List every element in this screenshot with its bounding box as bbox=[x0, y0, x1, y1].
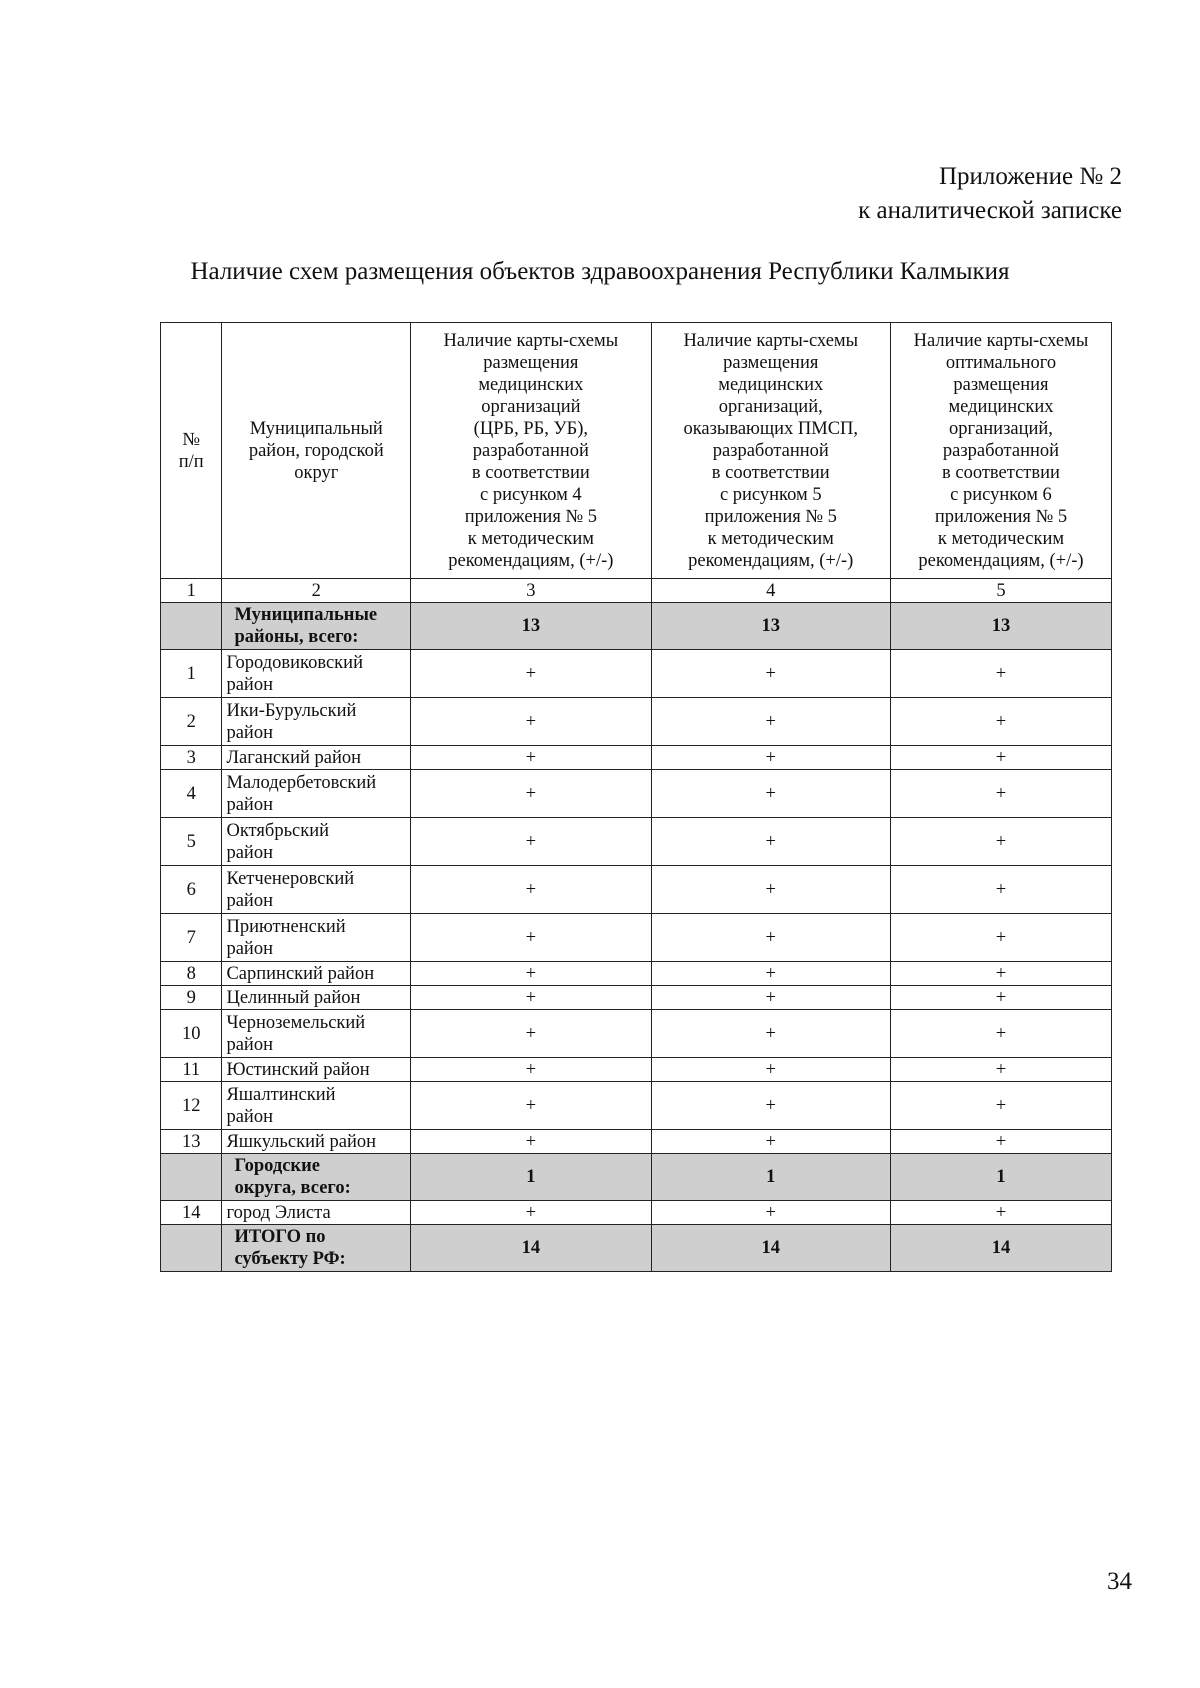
column-number: 2 bbox=[222, 579, 411, 603]
map-availability-cell: 1 bbox=[411, 1154, 651, 1201]
district-name: Ики-Бурульский район bbox=[222, 698, 411, 746]
group-total-row bbox=[161, 1154, 1112, 1201]
map-availability-cell: + bbox=[651, 1130, 890, 1154]
header-map-pmsp: Наличие карты-схемы размещения медицинских организаций, оказывающих ПМСП, разработанной в соответствии с рисунком 5 приложения № 5 к методическим рекомендациям, (+/-) bbox=[651, 323, 890, 579]
map-availability-cell: + bbox=[890, 1201, 1111, 1225]
header-map-optimal: Наличие карты-схемы оптимального размещения медицинских организаций, разработанной в соответствии с рисунком 6 приложения № 5 к методическим рекомендациям, (+/-) bbox=[890, 323, 1111, 579]
map-availability-cell: + bbox=[411, 818, 651, 866]
header-map-crb: Наличие карты-схемы размещения медицинских организаций (ЦРБ, РБ, УБ), разработанной в соответствии с рисунком 4 приложения № 5 к методическим рекомендациям, (+/-) bbox=[411, 323, 651, 579]
map-availability-cell: + bbox=[651, 746, 890, 770]
group-total-row bbox=[161, 1225, 1112, 1272]
table-row bbox=[161, 962, 1112, 986]
row-index: 7 bbox=[161, 914, 222, 962]
map-availability-cell: 1 bbox=[890, 1154, 1111, 1201]
district-name: город Элиста bbox=[222, 1201, 411, 1225]
table-row bbox=[161, 746, 1112, 770]
column-number: 3 bbox=[411, 579, 651, 603]
row-index: 2 bbox=[161, 698, 222, 746]
map-availability-cell: + bbox=[651, 1058, 890, 1082]
document-title: Наличие схем размещения объектов здравоохранения Республики Калмыкия bbox=[190, 258, 1010, 285]
row-index: 13 bbox=[161, 1130, 222, 1154]
table-row bbox=[161, 986, 1112, 1010]
map-availability-cell: + bbox=[411, 866, 651, 914]
table-row bbox=[161, 1082, 1112, 1130]
row-index: 11 bbox=[161, 1058, 222, 1082]
district-name: Приютненский район bbox=[222, 914, 411, 962]
map-availability-cell: + bbox=[411, 1130, 651, 1154]
map-availability-cell: + bbox=[890, 698, 1111, 746]
column-number-row bbox=[161, 579, 1112, 603]
map-availability-cell: + bbox=[411, 962, 651, 986]
table-row bbox=[161, 1130, 1112, 1154]
map-availability-cell: + bbox=[890, 818, 1111, 866]
map-availability-cell: 13 bbox=[890, 603, 1111, 650]
map-availability-cell: + bbox=[890, 746, 1111, 770]
row-index bbox=[161, 1154, 222, 1201]
district-name: Целинный район bbox=[222, 986, 411, 1010]
district-name: Муниципальные районы, всего: bbox=[222, 603, 411, 650]
map-availability-cell: + bbox=[411, 1082, 651, 1130]
appendix-subtitle: к аналитической записке bbox=[858, 197, 1122, 224]
header-index: № п/п bbox=[161, 323, 222, 579]
header-row bbox=[161, 323, 1112, 579]
map-availability-cell: + bbox=[411, 650, 651, 698]
map-availability-cell: + bbox=[651, 818, 890, 866]
district-name: Кетченеровский район bbox=[222, 866, 411, 914]
row-index: 1 bbox=[161, 650, 222, 698]
row-index: 4 bbox=[161, 770, 222, 818]
health-facilities-table bbox=[160, 322, 1112, 1272]
district-name: Яшкульский район bbox=[222, 1130, 411, 1154]
district-name: Октябрьский район bbox=[222, 818, 411, 866]
map-availability-cell: + bbox=[411, 914, 651, 962]
map-availability-cell: + bbox=[890, 1010, 1111, 1058]
column-number: 5 bbox=[890, 579, 1111, 603]
map-availability-cell: + bbox=[890, 1082, 1111, 1130]
appendix-number: Приложение № 2 bbox=[938, 163, 1122, 190]
map-availability-cell: + bbox=[411, 1201, 651, 1225]
map-availability-cell: + bbox=[890, 770, 1111, 818]
map-availability-cell: + bbox=[890, 1130, 1111, 1154]
map-availability-cell: 13 bbox=[411, 603, 651, 650]
district-name: Малодербетовский район bbox=[222, 770, 411, 818]
map-availability-cell: + bbox=[651, 1082, 890, 1130]
district-name: Черноземельский район bbox=[222, 1010, 411, 1058]
district-name: Юстинский район bbox=[222, 1058, 411, 1082]
row-index: 6 bbox=[161, 866, 222, 914]
header-district: Муниципальный район, городской округ bbox=[222, 323, 411, 579]
row-index: 10 bbox=[161, 1010, 222, 1058]
map-availability-cell: + bbox=[890, 866, 1111, 914]
map-availability-cell: 1 bbox=[651, 1154, 890, 1201]
district-name: Городовиковский район bbox=[222, 650, 411, 698]
map-availability-cell: + bbox=[651, 914, 890, 962]
table-row bbox=[161, 1058, 1112, 1082]
map-availability-cell: 14 bbox=[890, 1225, 1111, 1272]
district-name: Городские округа, всего: bbox=[222, 1154, 411, 1201]
page-number: 34 bbox=[1107, 1568, 1132, 1595]
table-row bbox=[161, 914, 1112, 962]
map-availability-cell: + bbox=[411, 1058, 651, 1082]
map-availability-cell: 14 bbox=[651, 1225, 890, 1272]
map-availability-cell: + bbox=[411, 698, 651, 746]
table-row bbox=[161, 818, 1112, 866]
row-index: 8 bbox=[161, 962, 222, 986]
district-name: Яшалтинский район bbox=[222, 1082, 411, 1130]
map-availability-cell: + bbox=[651, 866, 890, 914]
row-index bbox=[161, 1225, 222, 1272]
column-number: 4 bbox=[651, 579, 890, 603]
map-availability-cell: + bbox=[651, 1010, 890, 1058]
row-index: 14 bbox=[161, 1201, 222, 1225]
map-availability-cell: + bbox=[890, 962, 1111, 986]
map-availability-cell: + bbox=[411, 1010, 651, 1058]
group-total-row bbox=[161, 603, 1112, 650]
map-availability-cell: + bbox=[651, 650, 890, 698]
map-availability-cell: + bbox=[651, 986, 890, 1010]
row-index: 5 bbox=[161, 818, 222, 866]
map-availability-cell: + bbox=[651, 962, 890, 986]
map-availability-cell: + bbox=[651, 770, 890, 818]
district-name: Сарпинский район bbox=[222, 962, 411, 986]
map-availability-cell: + bbox=[411, 986, 651, 1010]
table-row bbox=[161, 1201, 1112, 1225]
map-availability-cell: + bbox=[411, 746, 651, 770]
table-row bbox=[161, 866, 1112, 914]
table-row bbox=[161, 770, 1112, 818]
map-availability-cell: + bbox=[890, 1058, 1111, 1082]
district-name: ИТОГО по субъекту РФ: bbox=[222, 1225, 411, 1272]
map-availability-cell: + bbox=[890, 650, 1111, 698]
appendix-header bbox=[858, 160, 1122, 228]
table-row bbox=[161, 1010, 1112, 1058]
map-availability-cell: 13 bbox=[651, 603, 890, 650]
row-index: 9 bbox=[161, 986, 222, 1010]
row-index: 3 bbox=[161, 746, 222, 770]
map-availability-cell: + bbox=[651, 1201, 890, 1225]
row-index: 12 bbox=[161, 1082, 222, 1130]
map-availability-cell: + bbox=[411, 770, 651, 818]
district-name: Лаганский район bbox=[222, 746, 411, 770]
column-number: 1 bbox=[161, 579, 222, 603]
map-availability-cell: 14 bbox=[411, 1225, 651, 1272]
map-availability-cell: + bbox=[651, 698, 890, 746]
table-row bbox=[161, 698, 1112, 746]
map-availability-cell: + bbox=[890, 986, 1111, 1010]
map-availability-cell: + bbox=[890, 914, 1111, 962]
row-index bbox=[161, 603, 222, 650]
table-row bbox=[161, 650, 1112, 698]
table-body bbox=[161, 603, 1112, 1272]
